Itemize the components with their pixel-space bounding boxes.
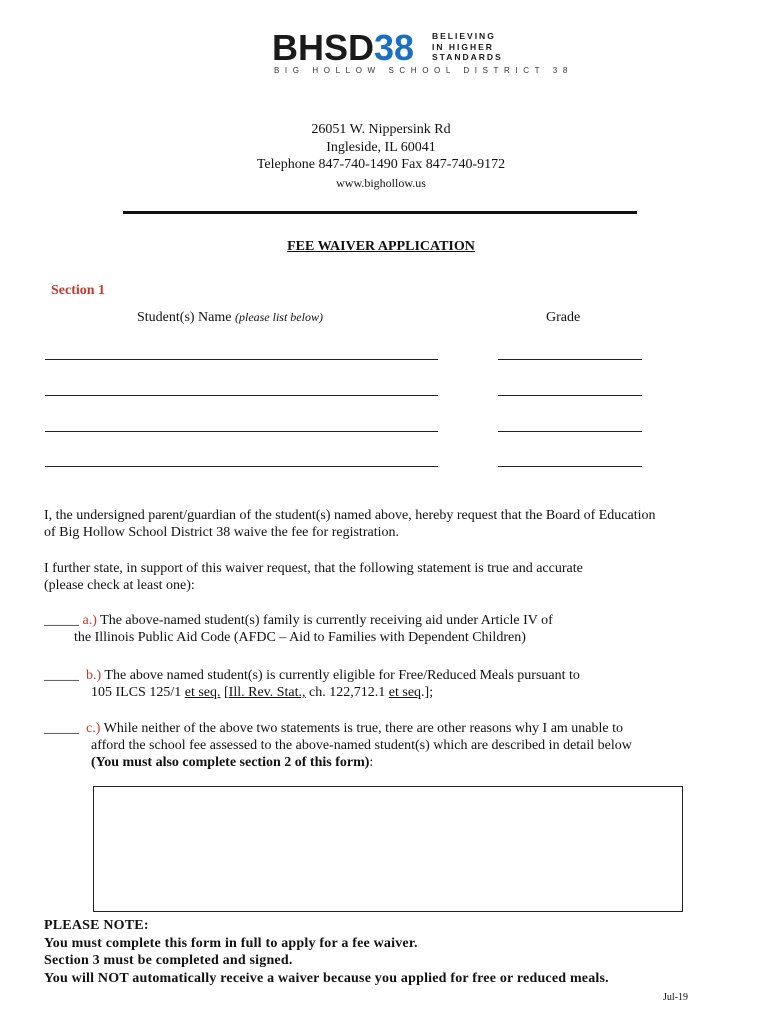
statement-paragraph: I further state, in support of this waiver request, that the following statement is true and accurate (please check at least one): bbox=[44, 561, 583, 593]
option-a-checkbox-blank[interactable]: ____ bbox=[44, 613, 72, 628]
student-name-field[interactable] bbox=[45, 359, 438, 360]
student-name-field[interactable] bbox=[45, 395, 438, 396]
revision-date: Jul-19 bbox=[663, 992, 688, 1003]
student-name-field[interactable] bbox=[45, 431, 438, 432]
option-c-checkbox-blank[interactable]: _____ bbox=[44, 721, 79, 736]
logo-wordmark: BHSD38 bbox=[272, 27, 415, 68]
address-phone: Telephone 847-740-1490 Fax 847-740-9172 bbox=[256, 157, 506, 172]
grade-field[interactable] bbox=[498, 466, 642, 467]
district-logo bbox=[272, 27, 573, 78]
address-street: 26051 W. Nippersink Rd bbox=[311, 122, 451, 137]
request-paragraph: I, the undersigned parent/guardian of the student(s) named above, hereby request that the Board of Education of Big Hollow School District 38 waive the fee for registration. bbox=[44, 508, 656, 540]
option-b: _____ b.) The above named student(s) is currently eligible for Free/Reduced Meals pursuant to 105 ILCS 125/1 et seq. [Ill. Rev. Stat., ch. 122,712.1 et seq.]; bbox=[44, 668, 580, 700]
option-b-checkbox-blank[interactable]: _____ bbox=[44, 668, 79, 683]
explanation-textbox[interactable] bbox=[93, 786, 683, 912]
grade-field[interactable] bbox=[498, 359, 642, 360]
student-name-column-header: Student(s) Name (please list below) bbox=[137, 310, 323, 325]
grade-field[interactable] bbox=[498, 395, 642, 396]
address-city: Ingleside, IL 60041 bbox=[326, 140, 436, 155]
grade-column-header: Grade bbox=[546, 310, 581, 325]
grade-field[interactable] bbox=[498, 431, 642, 432]
option-a: _____ a.) The above-named student(s) family is currently receiving aid under Article IV of the Illinois Public Aid Code (AFDC – Aid to Families with Dependent Children) bbox=[44, 613, 553, 645]
logo-tagline: BELIEVING IN HIGHER STANDARDS bbox=[432, 31, 503, 62]
logo-subtitle: BIG HOLLOW SCHOOL DISTRICT 38 bbox=[274, 66, 573, 75]
address-website: www.bighollow.us bbox=[336, 176, 426, 190]
header-divider bbox=[123, 211, 637, 214]
please-note-block: PLEASE NOTE: You must complete this form in full to apply for a fee waiver. Section 3 must be completed and signed. You will NOT automatically receive a waiver because you applied for free or reduced meals. bbox=[44, 918, 609, 986]
section-1-heading: Section 1 bbox=[51, 283, 106, 298]
option-c: _____ c.) While neither of the above two statements is true, there are other reasons why I am unable to afford the school fee assessed to the above-named student(s) which are described in detail below (You must also complete section 2 of this form): bbox=[44, 721, 632, 770]
form-title: FEE WAIVER APPLICATION bbox=[287, 239, 475, 254]
student-name-field[interactable] bbox=[45, 466, 438, 467]
